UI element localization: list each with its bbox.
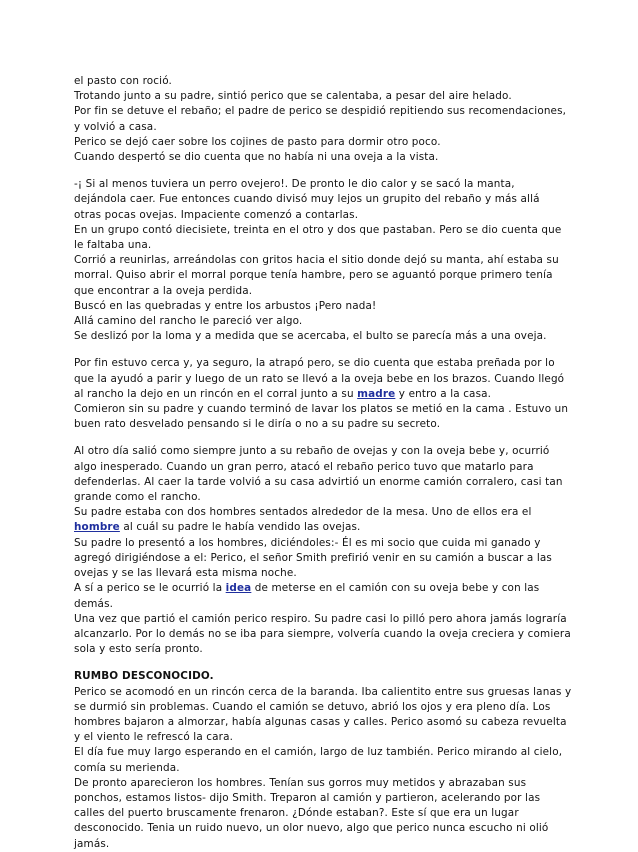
text-line: Su padre lo presentó a los hombres, diciéndoles:- Él es mi socio que cuida mi ganado y xyxy=(74,536,541,549)
document-page xyxy=(74,74,574,852)
text-line: desconocido. Tenia un ruido nuevo, un olor nuevo, algo que perico nunca escucho ni olió xyxy=(74,822,549,835)
text-line: calles del puerto bruscamente frenaron. ¿Dónde estaban?. Este sí que era un lugar xyxy=(74,807,519,820)
text-line: dejándola caer. Fue entonces cuando divisó muy lejos un grupito del rebaño y más allá xyxy=(74,193,540,206)
text-line: jamás. xyxy=(74,837,110,850)
text-line: Su padre estaba con dos hombres sentados alrededor de la mesa. Uno de ellos era el xyxy=(74,506,532,519)
text-line: ponchos, estamos listos- dijo Smith. Treparon al camión y partieron, acelerando por las xyxy=(74,791,541,804)
text-line: agregó dirigiéndose a el: Perico, el señor Smith prefirió venir en su camión a buscar a las xyxy=(74,551,552,564)
text-segment: al rancho la dejo en un rincón en el corral junto a su xyxy=(74,387,358,400)
text-line: sola y esto sería pronto. xyxy=(74,643,203,656)
text-segment: de meterse en el camión con su oveja bebe y con las xyxy=(251,582,540,595)
text-line: se durmió sin problemas. Cuando el camión se detuvo, abrió los ojos y era pleno día. Los xyxy=(74,700,551,713)
text-line: -¡ Si al menos tuviera un perro ovejero!. De pronto le dio calor y se sacó la manta, xyxy=(74,178,515,191)
text-line: Perico se dejó caer sobre los cojines de pasto para dormir otro poco. xyxy=(74,135,441,148)
keyword-link[interactable]: hombre xyxy=(74,521,120,534)
text-line: Corrió a reunirlas, arreándolas con gritos hacia el sitio donde dejó su manta, ahí estaba su xyxy=(74,254,559,267)
text-line: y el viento le refrescó la cara. xyxy=(74,731,234,744)
text-line: Cuando despertó se dio cuenta que no había ni una oveja a la vista. xyxy=(74,151,439,164)
text-line: alcanzarlo. Por lo demás no se iba para siempre, volvería cuando la oveja creciera y comiera xyxy=(74,627,571,640)
text-line: buen rato desvelado pensando si le diría o no a su padre su secreto. xyxy=(74,418,441,431)
text-line xyxy=(74,581,574,596)
text-line: ovejas y se las llevará esta misma noche. xyxy=(74,567,297,580)
section-heading: RUMBO DESCONOCIDO. xyxy=(74,670,214,683)
text-line: que la ayudó a parir y luego de un rato se llevó a la oveja bebe en los brazos. Cuando llegó xyxy=(74,372,565,385)
paragraph-gap xyxy=(74,165,574,177)
paragraph-gap xyxy=(74,432,574,444)
text-line: comía su merienda. xyxy=(74,761,180,774)
text-line: En un grupo contó diecisiete, treinta en el otro y dos que pastaban. Pero se dio cuenta que xyxy=(74,223,562,236)
text-line: le faltaba una. xyxy=(74,239,152,252)
text-line: algo inesperado. Cuando un gran perro, atacó el rebaño perico tuvo que matarlo para xyxy=(74,460,534,473)
text-line: morral. Quiso abrir el morral porque tenía hambre, pero se aguantó porque primero tenía xyxy=(74,269,553,282)
text-line: Por fin se detuve el rebaño; el padre de perico se despidió repitiendo sus recomendaciones, xyxy=(74,105,567,118)
text-line: defenderlas. Al caer la tarde volvió a su casa advirtió un enorme camión corralero, casi tan xyxy=(74,475,563,488)
paragraph-gap xyxy=(74,657,574,669)
paragraph xyxy=(74,356,574,432)
text-line: que encontrar a la oveja perdida. xyxy=(74,284,253,297)
text-line: Allá camino del rancho le pareció ver algo. xyxy=(74,315,303,328)
text-line: el pasto con roció. xyxy=(74,75,172,87)
text-line: hombres bajaron a almorzar, había algunas casas y calles. Perico asomó su cabeza revuelta xyxy=(74,715,567,728)
text-line: Por fin estuvo cerca y, ya seguro, la atrapó pero, se dio cuenta que estaba preñada por lo xyxy=(74,357,555,370)
text-line xyxy=(74,520,574,535)
text-segment: y entro a la casa. xyxy=(395,387,492,400)
text-line: De pronto aparecieron los hombres. Tenían sus gorros muy metidos y abrazaban sus xyxy=(74,776,527,789)
text-line xyxy=(74,387,574,402)
keyword-link[interactable]: madre xyxy=(357,387,396,400)
text-line: Al otro día salió como siempre junto a su rebaño de ovejas y con la oveja bebe y, ocurrió xyxy=(74,445,550,458)
text-line: Una vez que partió el camión perico respiro. Su padre casi lo pilló pero ahora jamás lograría xyxy=(74,612,567,625)
keyword-link[interactable]: idea xyxy=(225,582,252,595)
text-segment: al cuál su padre le había vendido las ovejas. xyxy=(119,521,361,534)
text-line: y volvió a casa. xyxy=(74,120,157,133)
text-line: El día fue muy largo esperando en el camión, largo de luz también. Perico mirando al cielo, xyxy=(74,746,563,759)
text-line: Se deslizó por la loma y a medida que se acercaba, el bulto se parecía más a una oveja. xyxy=(74,330,547,343)
text-line: grande como el rancho. xyxy=(74,491,201,504)
text-line: Perico se acomodó en un rincón cerca de la baranda. Iba calientito entre sus gruesas lanas y xyxy=(74,685,572,698)
text-line: Trotando junto a su padre, sintió perico que se calentaba, a pesar del aire helado. xyxy=(74,90,512,103)
text-segment: A sí a perico se le ocurrió la xyxy=(74,582,226,595)
text-line: demás. xyxy=(74,597,114,610)
text-line: otras pocas ovejas. Impaciente comenzó a contarlas. xyxy=(74,208,359,221)
paragraph xyxy=(74,669,574,851)
paragraph xyxy=(74,74,574,165)
paragraph-gap xyxy=(74,344,574,356)
text-line: Comieron sin su padre y cuando terminó de lavar los platos se metió en la cama . Estuvo un xyxy=(74,403,569,416)
paragraph xyxy=(74,177,574,344)
paragraph xyxy=(74,444,574,657)
text-line: Buscó en las quebradas y entre los arbustos ¡Pero nada! xyxy=(74,299,377,312)
